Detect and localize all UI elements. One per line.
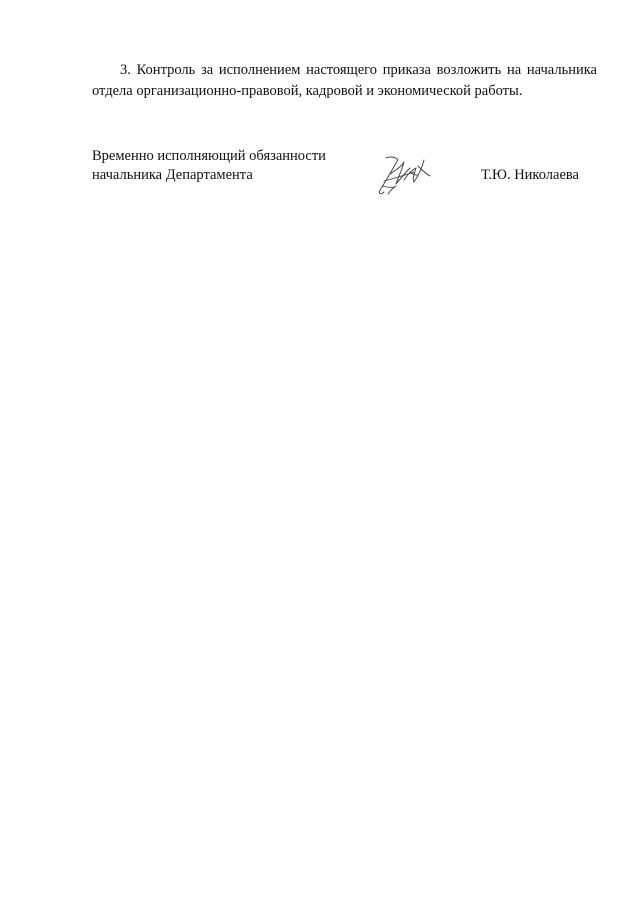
- signer-position-line-2: начальника Департамента: [92, 167, 253, 183]
- signer-position: [92, 147, 372, 185]
- handwritten-signature-icon: [374, 150, 432, 198]
- signer-name: Т.Ю. Николаева: [481, 167, 579, 183]
- signature-block: [92, 147, 597, 197]
- signer-position-line-1: Временно исполняющий обязанности: [92, 148, 326, 164]
- paragraph-item-3: 3. Контроль за исполнением настоящего приказа возложить на начальника отдела организационно-правовой, кадровой и экономической работы.: [92, 62, 597, 99]
